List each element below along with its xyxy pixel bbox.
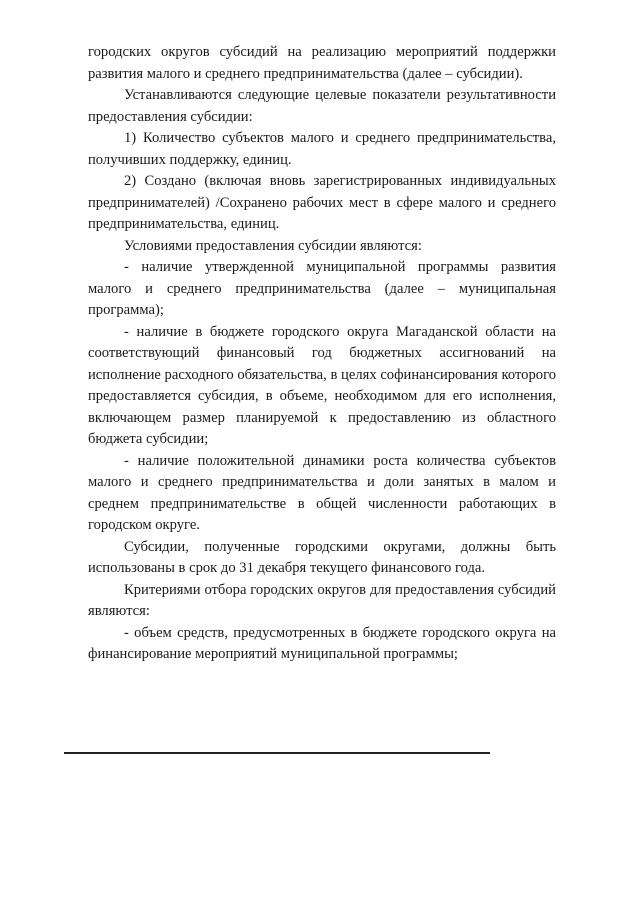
paragraph-indicator-1: 1) Количество субъектов малого и среднего предпринимательства, получивших поддержку, единиц. <box>88 130 556 168</box>
document-body <box>88 42 556 666</box>
paragraph-usage-deadline: Субсидии, полученные городскими округами, должны быть использованы в срок до 31 декабря текущего финансового года. <box>88 538 556 576</box>
footer-divider-line <box>64 752 490 754</box>
paragraph-condition-program: - наличие утвержденной муниципальной программы развития малого и среднего предпринимательства (далее – муниципальная программа); <box>88 259 556 318</box>
paragraph-intro-continuation: городских округов субсидий на реализацию мероприятий поддержки развития малого и среднего предпринимательства (далее – субсидии). <box>88 44 556 82</box>
paragraph-criterion-funds: - объем средств, предусмотренных в бюджете городского округа на финансирование мероприятий муниципальной программы; <box>88 624 556 662</box>
paragraph-target-indicators: Устанавливаются следующие целевые показатели результативности предоставления субсидии: <box>88 87 556 125</box>
paragraph-selection-criteria: Критериями отбора городских округов для предоставления субсидий являются: <box>88 581 556 619</box>
paragraph-condition-budget: - наличие в бюджете городского округа Магаданской области на соответствующий финансовый год бюджетных ассигнований на исполнение расходного обязательства, в целях софинансирования которого предоставляется субсидия, в объеме, необходимом для его исполнения, включающем размер планируемой к предоставлению из областного бюджета субсидии; <box>88 323 556 447</box>
paragraph-indicator-2: 2) Создано (включая вновь зарегистрированных индивидуальных предпринимателей) /Сохранено рабочих мест в сфере малого и среднего предпринимательства, единиц. <box>88 173 556 232</box>
paragraph-conditions-heading: Условиями предоставления субсидии являются: <box>124 237 422 254</box>
paragraph-condition-dynamics: - наличие положительной динамики роста количества субъектов малого и среднего предпринимательства и доли занятых в малом и среднем предпринимательстве в общей численности работающих в городском округе. <box>88 452 556 533</box>
